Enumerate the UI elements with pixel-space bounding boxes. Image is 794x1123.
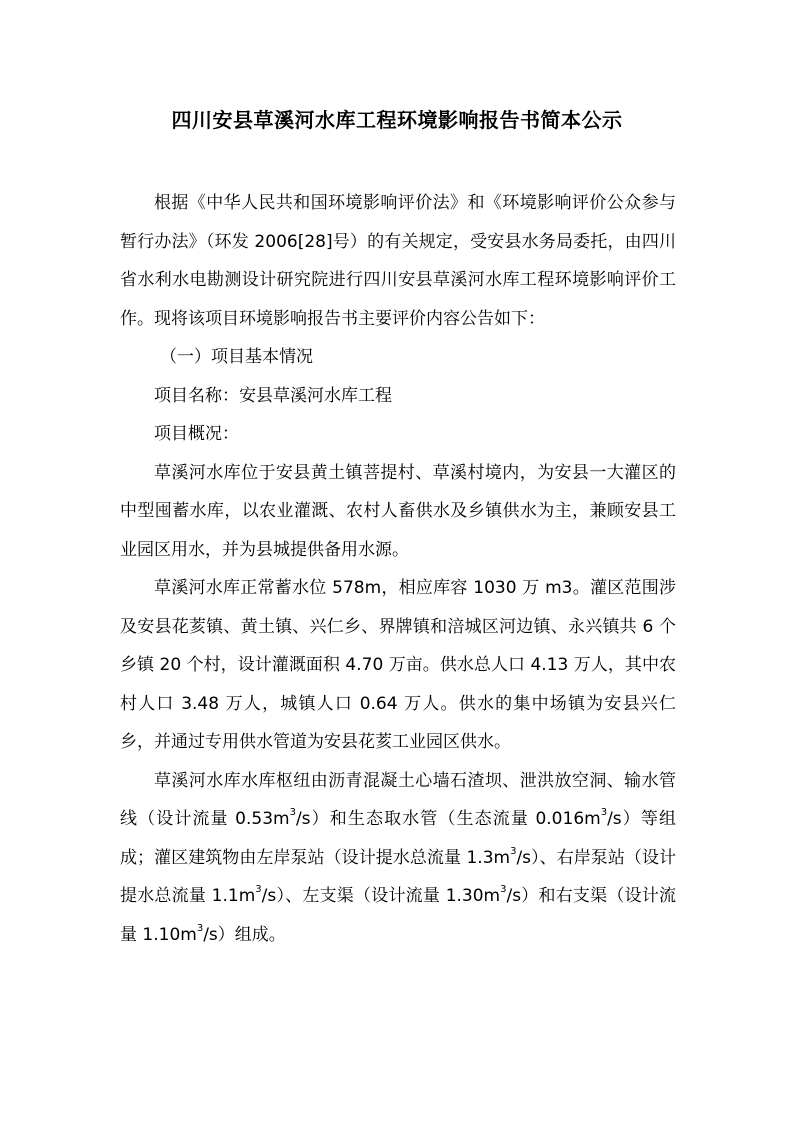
superscript-3: 3 (510, 845, 517, 857)
section-heading: （一）项目基本情况 (160, 347, 313, 367)
hub-text-3: /s）等组成；灌区建筑物由左岸泵站（设计提水总流量 1.3m (120, 809, 676, 868)
document-title: 四川安县草溪河水库工程环境影响报告书简本公示 (171, 108, 623, 132)
project-name-line: 项目名称：安县草溪河水库工程 (154, 385, 392, 406)
hub-text-4: /s）、右岸泵站（设计提水总流量 1.1m (120, 847, 676, 906)
superscript-3: 3 (196, 922, 204, 934)
hub-text-5: /s）、左支渠（设计流量 1.30m (261, 886, 501, 906)
hub-text-1: 草溪河水库水库枢纽由沥青混凝土心墙石渣坝、泄洪放空洞、输水管线（设计流量 0.53m (120, 770, 676, 829)
superscript-3: 3 (289, 807, 296, 819)
superscript-3: 3 (255, 884, 262, 896)
overview-label: 项目概况： (154, 424, 239, 444)
overview-paragraph-2: 草溪河水库正常蓄水位 578m，相应库容 1030 万 m3。灌区范围涉及安县花荄镇、黄土镇、兴仁乡、界牌镇和涪城区河边镇、永兴镇共 6 个乡镇 20 个村，设计灌溉面积 4.70 万亩。供水总人口 4.13 万人，其中农村人口 3.48 万人，城镇人口 0.64 万人。供水的集中场镇为安县兴仁乡，并通过专用供水管道为安县花荄工业园区供水。 (120, 578, 676, 752)
superscript-3: 3 (500, 884, 507, 896)
hub-text-6: /s）和右支渠（设计流量 1.10m (120, 886, 677, 945)
document-body (120, 184, 676, 954)
hub-text-7: /s）组成。 (203, 924, 286, 945)
hub-paragraph (120, 762, 676, 955)
hub-text-2: /s）和生态取水管（生态流量 0.016m (295, 809, 601, 829)
overview-paragraph-1: 草溪河水库位于安县黄土镇菩提村、草溪村境内，为安县一大灌区的中型囤蓄水库，以农业灌溉、农村人畜供水及乡镇供水为主，兼顾安县工业园区用水，并为县城提供备用水源。 (120, 462, 676, 560)
intro-paragraph: 根据《中华人民共和国环境影响评价法》和《环境影响评价公众参与暂行办法》（环发 2006[28]号）的有关规定，受安县水务局委托，由四川省水利水电勘测设计研究院进行四川安县草溪河水库工程环境影响评价工作。现将该项目环境影响报告书主要评价内容公告如下： (120, 193, 676, 329)
superscript-3: 3 (600, 807, 608, 819)
